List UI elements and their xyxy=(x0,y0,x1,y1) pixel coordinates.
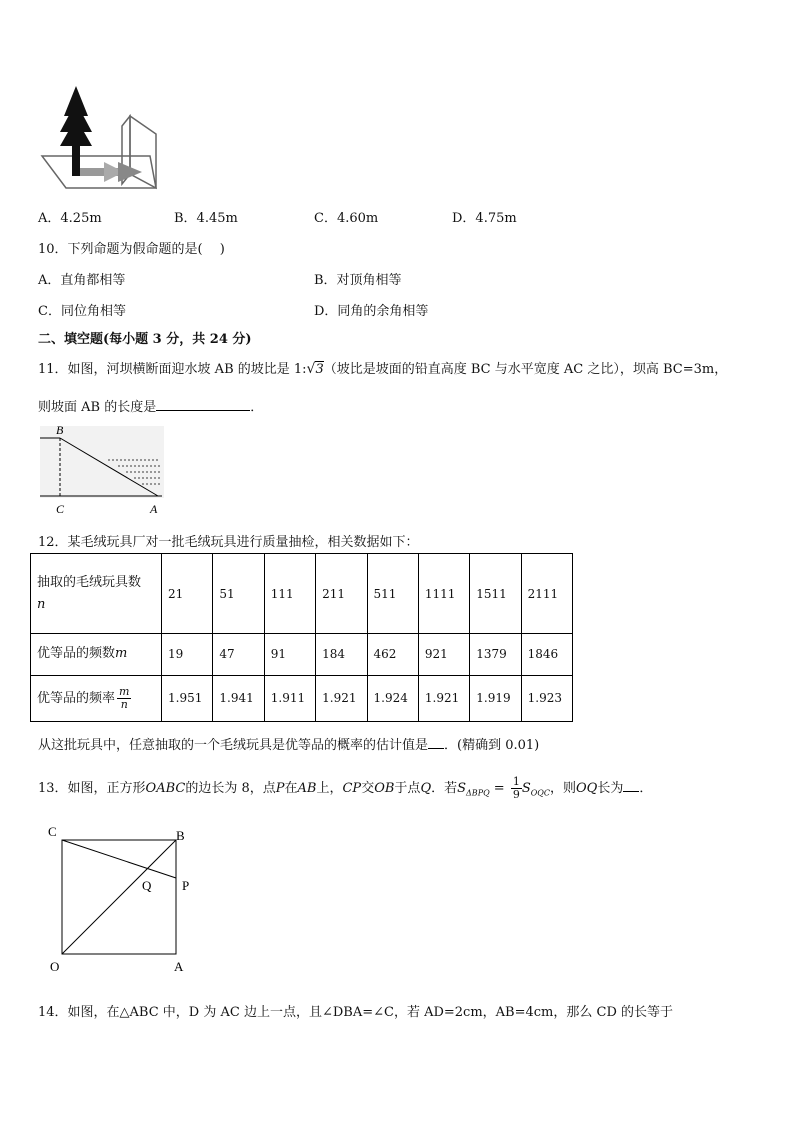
q13-var: CP xyxy=(342,781,362,796)
label-c: C xyxy=(48,824,57,839)
q9-option-a: A．4.25m xyxy=(38,211,102,226)
label-q: Q xyxy=(142,878,152,893)
table-cell: 2111 xyxy=(521,554,572,634)
table-cell: 1.921 xyxy=(418,675,469,721)
q12-answer-a: 从这批玩具中，任意抽取的一个毛绒玩具是优等品的概率的估计值是 xyxy=(38,738,429,753)
table-cell: 1.951 xyxy=(162,675,213,721)
table-cell: 1379 xyxy=(470,634,521,675)
header-text: 抽取的毛绒玩具数 xyxy=(37,574,142,590)
q13-text: 13．如图，正方形 xyxy=(38,781,146,796)
q13-text: ． xyxy=(639,781,653,796)
q10-stem: 10．下列命题为假命题的是( ) xyxy=(38,242,225,257)
table-cell: 1.919 xyxy=(470,675,521,721)
q11-stem-b: （坡比是坡面的铅直高度 BC 与水平宽度 AC 之比），坝高 BC=3m， xyxy=(323,362,728,377)
table-cell: 1.941 xyxy=(213,675,264,721)
q14-stem: 14．如图，在△ABC 中，D 为 AC 边上一点，且∠DBA=∠C，若 AD=2cm，AB=4cm，那么 CD 的长等于 xyxy=(38,1005,674,1020)
header-text: 优等品的频数 xyxy=(37,646,116,662)
q13-text: = xyxy=(489,781,509,796)
frac-den: 9 xyxy=(512,788,520,801)
q12-stem: 12．某毛绒玩具厂对一批毛绒玩具进行质量抽检，相关数据如下： xyxy=(38,535,419,550)
q11-stem xyxy=(38,358,727,377)
q10-option-a: A．直角都相等 xyxy=(38,273,126,288)
header-text: 优等品的频率 xyxy=(37,690,116,706)
q13-text: 在 xyxy=(284,781,298,796)
table-cell: 47 xyxy=(213,634,264,675)
quality-table xyxy=(30,553,573,722)
tree-shadow-figure xyxy=(38,84,158,192)
row-header-sample-count xyxy=(31,554,162,634)
q12-answer-line xyxy=(38,734,539,753)
frac-den: n xyxy=(120,697,128,711)
table-cell: 184 xyxy=(316,634,367,675)
label-b: B xyxy=(56,423,64,437)
q13-text: 上， xyxy=(316,781,343,796)
q9-option-b: B．4.45m xyxy=(174,211,238,226)
q9-option-d: D．4.75m xyxy=(452,211,517,226)
header-var: m xyxy=(115,646,128,662)
fraction-m-n xyxy=(117,686,131,711)
fraction-one-ninth xyxy=(511,776,522,801)
table-row xyxy=(31,554,573,634)
label-a: A xyxy=(174,959,184,974)
q10-option-b: B．对顶角相等 xyxy=(314,273,402,288)
q11-stem-a: 11．如图，河坝横断面迎水坡 AB 的坡比是 1: xyxy=(38,362,307,377)
table-cell: 921 xyxy=(418,634,469,675)
table-cell: 19 xyxy=(162,634,213,675)
table-cell: 511 xyxy=(367,554,418,634)
table-cell: 1511 xyxy=(470,554,521,634)
q13-sub: ΔBPQ xyxy=(466,788,490,798)
q13-var: OB xyxy=(374,781,395,796)
table-cell: 1.924 xyxy=(367,675,418,721)
q12-answer-b: ．(精确到 0.01) xyxy=(444,738,540,753)
table-cell: 111 xyxy=(264,554,315,634)
q11-line2-b: ． xyxy=(250,400,264,415)
q11-line2-a: 则坡面 AB 的长度是 xyxy=(38,400,157,415)
table-cell: 21 xyxy=(162,554,213,634)
frac-num: m xyxy=(119,684,130,698)
q13-text: 长为 xyxy=(597,781,624,796)
answer-blank[interactable] xyxy=(623,779,639,792)
table-cell: 1.921 xyxy=(316,675,367,721)
q11-sqrt-value: 3 xyxy=(315,362,324,377)
label-a: A xyxy=(150,502,158,516)
section-title: 二、填空题(每小题 3 分，共 24 分) xyxy=(38,332,252,347)
table-cell: 1.911 xyxy=(264,675,315,721)
table-cell: 462 xyxy=(367,634,418,675)
table-row xyxy=(31,634,573,675)
answer-blank[interactable] xyxy=(428,736,444,749)
table-cell: 1846 xyxy=(521,634,572,675)
square-figure xyxy=(44,822,204,978)
q13-sub: OQC xyxy=(530,788,550,798)
dam-slope-figure xyxy=(38,422,166,518)
q11-line2 xyxy=(38,396,263,415)
q13-text: ，则 xyxy=(549,781,576,796)
q13-var: Q xyxy=(420,781,432,796)
label-b: B xyxy=(176,828,185,843)
q13-var: P xyxy=(275,781,285,796)
q13-var: S xyxy=(457,781,467,796)
answer-blank[interactable] xyxy=(156,398,250,411)
q13-text: 的边长为 8，点 xyxy=(185,781,276,796)
q13-var: OQ xyxy=(575,781,598,796)
label-o: O xyxy=(50,959,60,974)
table-cell: 211 xyxy=(316,554,367,634)
q10-option-c: C．同位角相等 xyxy=(38,304,126,319)
table-cell: 51 xyxy=(213,554,264,634)
q10-option-d: D．同角的余角相等 xyxy=(314,304,429,319)
header-var: n xyxy=(37,596,46,612)
label-p: P xyxy=(182,878,190,893)
q13-var: S xyxy=(521,781,531,796)
sqrt-symbol: √ xyxy=(306,361,316,377)
q13-text: 于点 xyxy=(394,781,421,796)
row-header-rate xyxy=(31,675,162,721)
row-header-frequency xyxy=(31,634,162,675)
q13-var: OABC xyxy=(145,781,186,796)
q13-text: ．若 xyxy=(431,781,458,796)
q13-stem xyxy=(38,776,652,801)
q9-option-c: C．4.60m xyxy=(314,211,379,226)
q13-text: 交 xyxy=(361,781,375,796)
table-row xyxy=(31,675,573,721)
table-cell: 1111 xyxy=(418,554,469,634)
label-c: C xyxy=(56,502,65,516)
frac-num: 1 xyxy=(512,775,520,788)
q13-var: AB xyxy=(297,781,317,796)
table-cell: 1.923 xyxy=(521,675,572,721)
table-cell: 91 xyxy=(264,634,315,675)
